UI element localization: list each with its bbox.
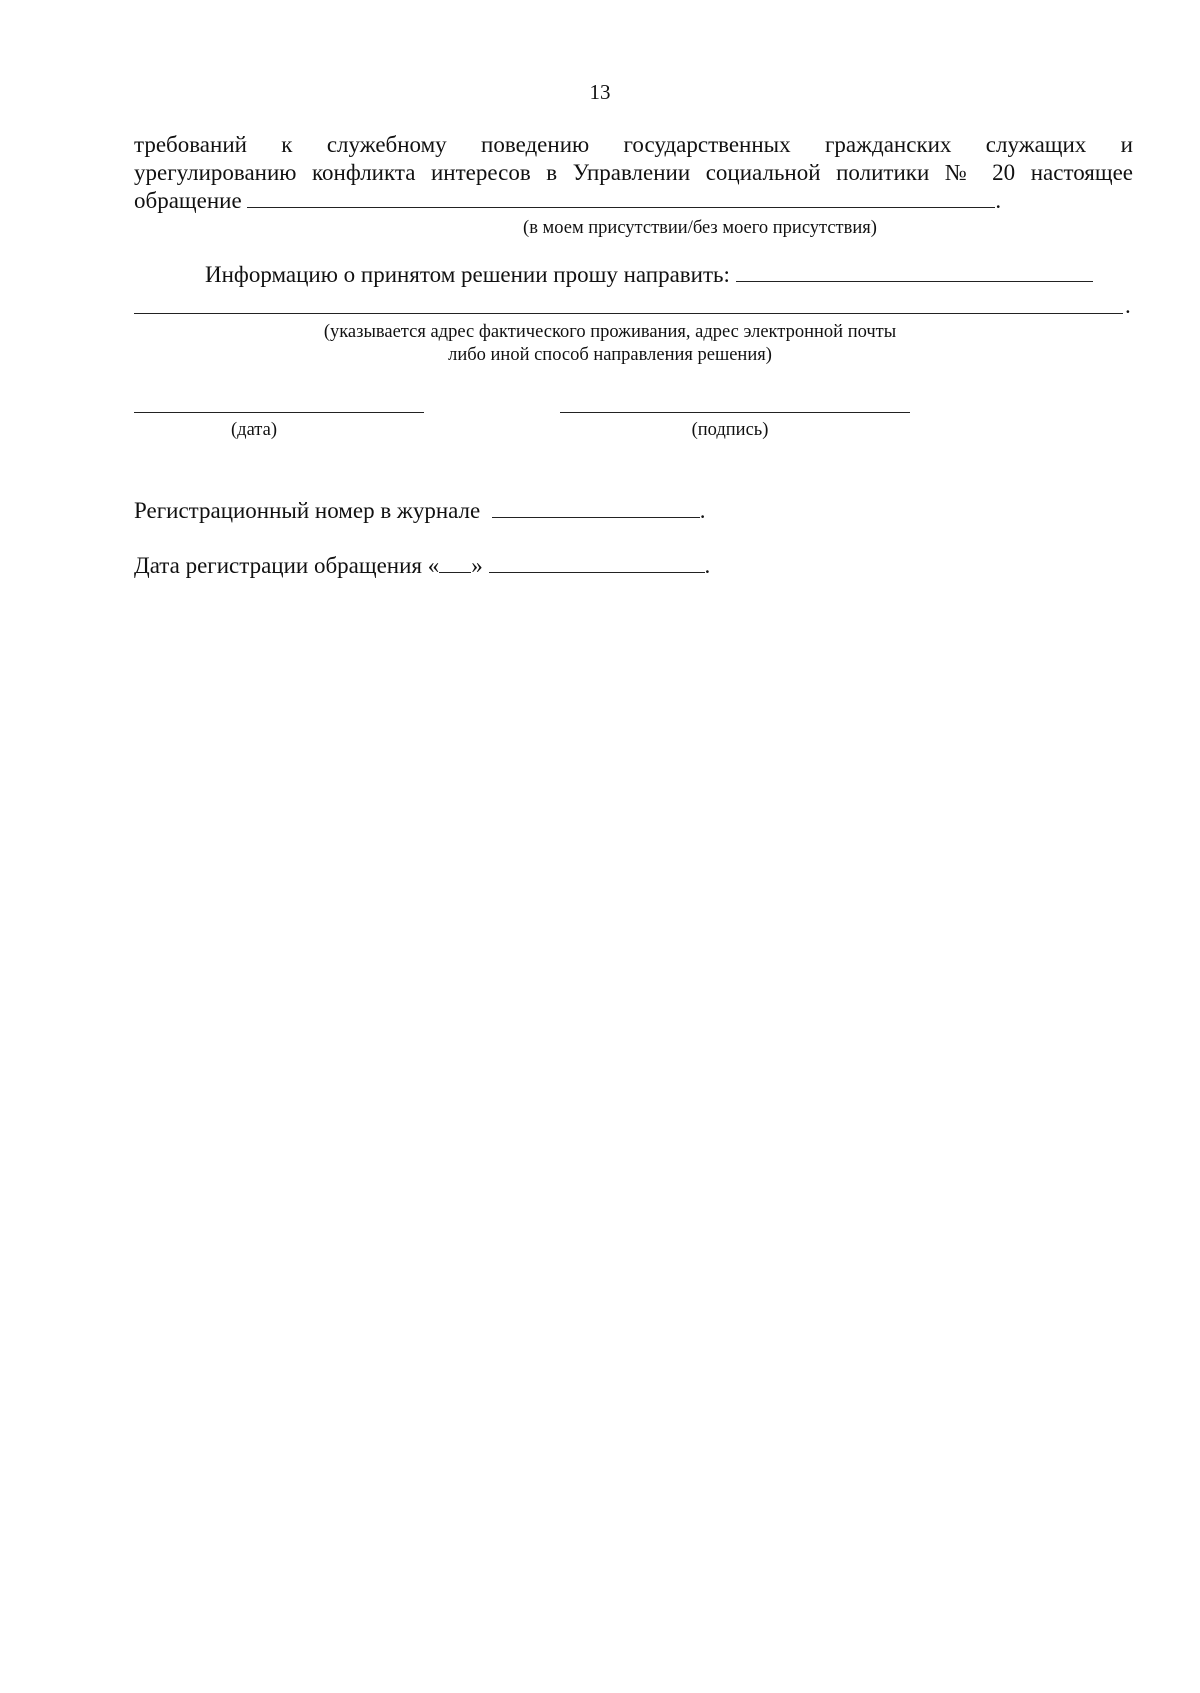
decision-info-label: Информацию о принятом решении прошу направить: <box>205 262 730 287</box>
decision-address-field[interactable] <box>736 261 1093 282</box>
appeal-label: обращение <box>134 188 242 213</box>
registration-number-period: . <box>699 498 706 523</box>
page-number: 13 <box>589 80 611 104</box>
paragraph-line-2: урегулированию конфликта интересов в Управлении социальной политики № 20 настоящее <box>134 160 1133 185</box>
signature-caption: (подпись) <box>691 420 769 440</box>
registration-date-label: Дата регистрации обращения « <box>134 553 440 578</box>
decision-info-line <box>205 261 1093 288</box>
registration-number-label: Регистрационный номер в журнале <box>134 498 481 523</box>
decision-address-field-2[interactable] <box>134 313 1123 314</box>
registration-date-quote: » <box>471 553 483 578</box>
date-caption: (дата) <box>231 420 277 440</box>
registration-date-line <box>134 552 710 579</box>
paragraph-line-1: требований к служебному поведению государственных гражданских служащих и <box>134 132 1133 157</box>
registration-number-field[interactable] <box>492 497 700 518</box>
paragraph-line-3 <box>134 187 1133 215</box>
date-field[interactable] <box>134 412 424 413</box>
registration-number-line <box>134 497 705 524</box>
registration-day-field[interactable] <box>439 552 471 573</box>
address-caption-line-2: либо иной способ направления решения) <box>448 345 772 365</box>
registration-date-period: . <box>704 553 711 578</box>
appeal-period: . <box>995 188 1002 213</box>
paragraph-appeal <box>134 131 1133 215</box>
signature-field[interactable] <box>560 412 910 413</box>
decision-address-period: . <box>1125 293 1131 318</box>
presence-caption: (в моем присутствии/без моего присутствия) <box>523 218 877 238</box>
registration-month-year-field[interactable] <box>489 552 705 573</box>
address-caption-line-1: (указывается адрес фактического проживания, адрес электронной почты <box>323 322 897 342</box>
presence-field[interactable] <box>247 187 995 208</box>
